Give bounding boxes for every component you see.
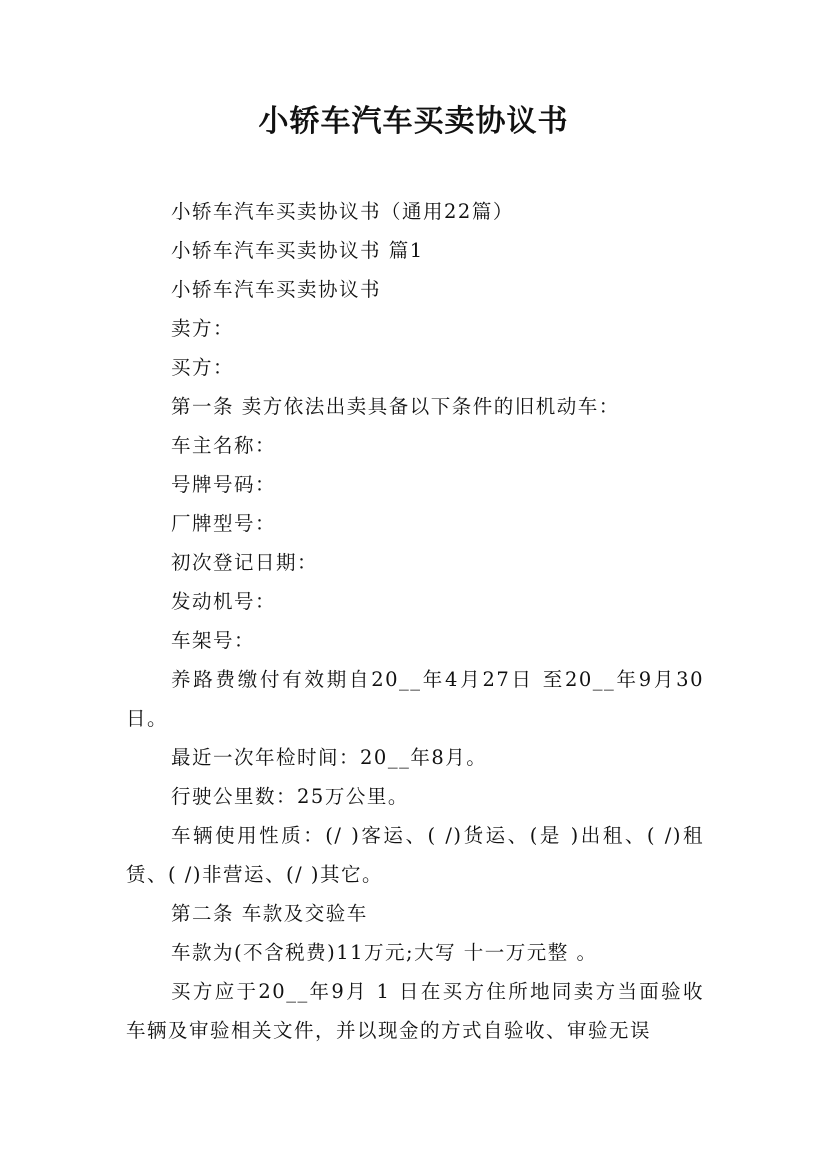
paragraph: 车辆使用性质：(/ )客运、( /)货运、(是 )出租、( /)租赁、( /)非营运、(/ )其它。 (126, 824, 704, 886)
paragraph: 厂牌型号： (171, 512, 277, 535)
paragraph: 车架号： (171, 629, 256, 652)
paragraph: 小轿车汽车买卖协议书 篇1 (171, 239, 424, 262)
paragraph: 号牌号码： (171, 473, 277, 496)
paragraph: 小轿车汽车买卖协议书（通用22篇） (171, 200, 514, 223)
paragraph: 车主名称： (171, 434, 277, 457)
paragraph: 养路费缴付有效期自20__年4月27日 至20__年9月30日。 (126, 668, 704, 730)
document-title: 小轿车汽车买卖协议书 (258, 104, 569, 139)
paragraph: 车款为(不含税费)11万元;大写 十一万元整 。 (171, 941, 598, 964)
paragraph: 行驶公里数：25万公里。 (171, 785, 409, 808)
paragraph: 小轿车汽车买卖协议书 (171, 278, 382, 301)
paragraph: 发动机号： (171, 590, 277, 613)
paragraph: 买方： (171, 356, 235, 379)
document-body (126, 192, 704, 1050)
paragraph: 初次登记日期： (171, 551, 319, 574)
paragraph: 卖方： (171, 317, 235, 340)
paragraph: 最近一次年检时间：20__年8月。 (171, 746, 488, 769)
paragraph: 买方应于20__年9月 1 日在买方住所地同卖方当面验收车辆及审验相关文件，并以现金的方式自验收、审验无误 (126, 980, 704, 1042)
paragraph: 第二条 车款及交验车 (171, 902, 368, 925)
paragraph: 第一条 卖方依法出卖具备以下条件的旧机动车： (171, 395, 620, 418)
